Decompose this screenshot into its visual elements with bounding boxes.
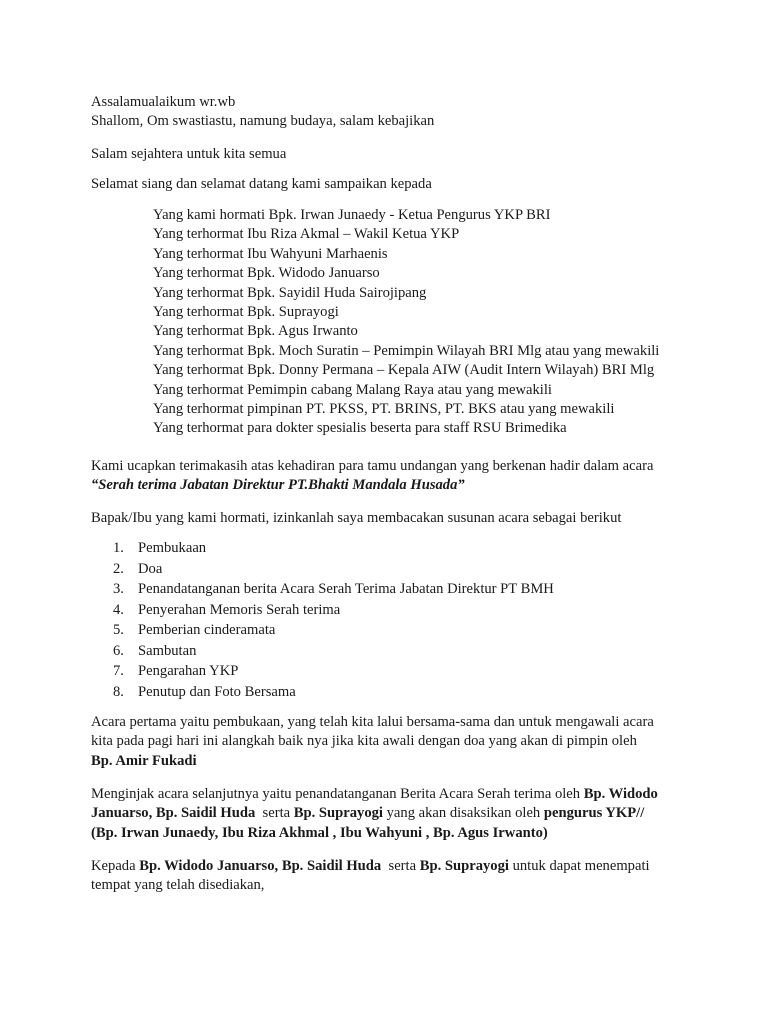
greeting-block-2 bbox=[91, 145, 691, 164]
agenda-item bbox=[113, 600, 713, 621]
honoree-item: Yang terhormat Pemimpin cabang Malang Raya atau yang mewakili bbox=[153, 381, 552, 398]
agenda-number: 3. bbox=[113, 581, 124, 597]
invite-bold: Bp. Suprayogi bbox=[419, 858, 509, 874]
agenda-item bbox=[113, 538, 713, 559]
agenda-number: 2. bbox=[113, 560, 124, 577]
agenda-text: Sambutan bbox=[138, 642, 197, 659]
invite-text: serta bbox=[381, 858, 420, 874]
agenda-number: 1. bbox=[113, 540, 124, 556]
signing-paragraph bbox=[91, 785, 691, 843]
signing-bold: pengurus YKP// bbox=[543, 805, 645, 822]
agenda-intro-line: Bapak/Ibu yang kami hormati, izinkanlah saya membacakan susunan acara sebagai berikut bbox=[91, 510, 622, 526]
honoree-item: Yang kami hormati Bpk. Irwan Junaedy - Ketua Pengurus YKP BRI bbox=[153, 207, 551, 223]
honoree-item: Yang terhormat Ibu Riza Akmal – Wakil Ketua YKP bbox=[153, 226, 460, 243]
invite-text: Kepada bbox=[91, 858, 140, 874]
prayer-leader: Bp. Amir Fukadi bbox=[91, 752, 197, 769]
thanks-line: Kami ucapkan terimakasih atas kehadiran para tamu undangan yang berkenan hadir dalam acara bbox=[91, 458, 654, 474]
agenda-number: 7. bbox=[113, 663, 124, 679]
opening-line-1: Acara pertama yaitu pembukaan, yang telah kita lalui bersama-sama dan untuk mengawali acara bbox=[91, 714, 654, 730]
opening-line-2: kita pada pagi hari ini alangkah baik nya jika kita awali dengan doa yang akan di pimpin oleh bbox=[91, 733, 637, 750]
agenda-list bbox=[113, 538, 713, 702]
honoree-item: Yang terhormat Bpk. Agus Irwanto bbox=[153, 323, 358, 340]
signing-bold: Bp. Suprayogi bbox=[293, 805, 383, 822]
agenda-intro bbox=[91, 509, 691, 528]
greeting-line-2: Shallom, Om swastiastu, namung budaya, salam kebajikan bbox=[91, 113, 435, 130]
invite-text: untuk dapat menempati bbox=[508, 858, 650, 874]
honoree-item: Yang terhormat Ibu Wahyuni Marhaenis bbox=[153, 245, 388, 262]
opening-paragraph bbox=[91, 713, 691, 771]
agenda-text: Pengarahan YKP bbox=[138, 663, 239, 679]
agenda-item bbox=[113, 661, 713, 682]
agenda-number: 4. bbox=[113, 601, 124, 618]
greeting-block-3 bbox=[91, 175, 691, 194]
honoree-item: Yang terhormat Bpk. Sayidil Huda Sairojipang bbox=[153, 284, 427, 301]
agenda-text: Doa bbox=[138, 560, 163, 577]
honoree-item: Yang terhormat Bpk. Suprayogi bbox=[153, 304, 339, 321]
signing-bold: Bp. Widodo bbox=[583, 786, 658, 802]
agenda-item bbox=[113, 682, 713, 703]
honoree-item: Yang terhormat Bpk. Widodo Januarso bbox=[153, 265, 380, 282]
agenda-text: Pembukaan bbox=[138, 540, 207, 556]
invite-paragraph bbox=[91, 857, 691, 896]
signing-line-2 bbox=[91, 804, 691, 823]
honoree-item: Yang terhormat para dokter spesialis beserta para staff RSU Brimedika bbox=[153, 420, 567, 437]
agenda-number: 5. bbox=[113, 622, 124, 638]
agenda-number: 8. bbox=[113, 683, 124, 700]
event-title: “Serah terima Jabatan Direktur PT.Bhakti Mandala Husada” bbox=[91, 477, 465, 494]
signing-text: yang akan disaksikan oleh bbox=[382, 805, 544, 822]
greeting-line-4: Selamat siang dan selamat datang kami sampaikan kepada bbox=[91, 176, 432, 192]
signing-text: serta bbox=[255, 805, 294, 822]
signing-line-3: (Bp. Irwan Junaedy, Ibu Riza Akhmal , Ibu Wahyuni , Bp. Agus Irwanto) bbox=[91, 824, 548, 841]
agenda-text: Penyerahan Memoris Serah terima bbox=[138, 601, 341, 618]
signing-bold: Januarso, Bp. Saidil Huda bbox=[91, 805, 256, 822]
greeting-line-1: Assalamualaikum wr.wb bbox=[91, 94, 236, 110]
agenda-item bbox=[113, 620, 713, 641]
agenda-item bbox=[113, 579, 713, 600]
agenda-text: Penandatanganan berita Acara Serah Terima Jabatan Direktur PT BMH bbox=[138, 581, 554, 597]
agenda-text: Pemberian cinderamata bbox=[138, 622, 276, 638]
agenda-item bbox=[113, 559, 713, 580]
greeting-line-3: Salam sejahtera untuk kita semua bbox=[91, 146, 287, 162]
honoree-item: Yang terhormat pimpinan PT. PKSS, PT. BRINS, PT. BKS atau yang mewakili bbox=[153, 401, 615, 418]
agenda-number: 6. bbox=[113, 642, 124, 659]
honorees-list bbox=[153, 206, 713, 439]
agenda-text: Penutup dan Foto Bersama bbox=[138, 683, 296, 700]
honoree-item: Yang terhormat Bpk. Moch Suratin – Pemimpin Wilayah BRI Mlg atau yang mewakili bbox=[153, 342, 660, 359]
signing-text: Menginjak acara selanjutnya yaitu penandatanganan Berita Acara Serah terima oleh bbox=[91, 786, 584, 802]
honoree-item: Yang terhormat Bpk. Donny Permana – Kepala AIW (Audit Intern Wilayah) BRI Mlg bbox=[153, 362, 655, 379]
agenda-item bbox=[113, 641, 713, 662]
thanks-paragraph bbox=[91, 457, 691, 496]
invite-line-2: tempat yang telah disediakan, bbox=[91, 877, 265, 894]
signing-line-1 bbox=[91, 785, 691, 804]
invite-line-1 bbox=[91, 857, 691, 876]
greeting-block bbox=[91, 93, 691, 132]
invite-bold: Bp. Widodo Januarso, Bp. Saidil Huda bbox=[139, 858, 382, 874]
